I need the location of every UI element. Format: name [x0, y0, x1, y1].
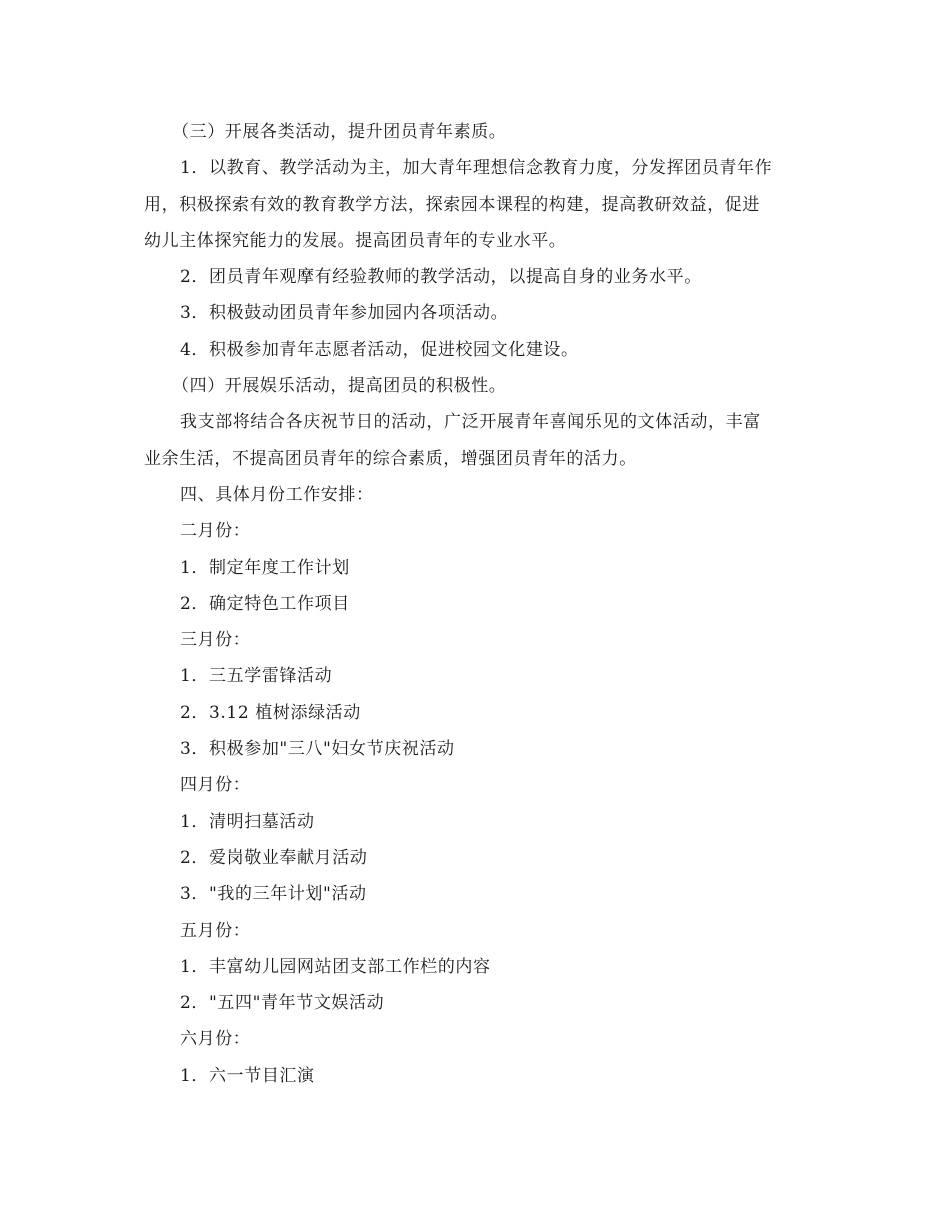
- paragraph-line: 业余生活，不提高团员青年的综合素质，增强团员青年的活力。: [144, 448, 637, 469]
- list-item: 4．积极参加青年志愿者活动，促进校园文化建设。: [180, 339, 579, 360]
- paragraph-line: 1．以教育、教学活动为主，加大青年理想信念教育力度，分发挥团员青年作: [180, 158, 773, 179]
- list-item: 3．积极参加"三八"妇女节庆祝活动: [180, 739, 455, 760]
- month-heading-march: 三月份：: [180, 630, 251, 651]
- list-item: 3．"我的三年计划"活动: [180, 884, 367, 905]
- list-item: 1．制定年度工作计划: [180, 557, 350, 578]
- list-item: 2．团员青年观摩有经验教师的教学活动，以提高自身的业务水平。: [180, 267, 702, 288]
- paragraph-line: 用，积极探索有效的教育教学方法，探索园本课程的构建，提高教研效益，促进: [144, 194, 760, 215]
- paragraph-line: 幼儿主体探究能力的发展。提高团员青年的专业水平。: [144, 230, 567, 251]
- paragraph-line: 我支部将结合各庆祝节日的活动，广泛开展青年喜闻乐见的文体活动，丰富: [180, 412, 761, 433]
- list-item: 3．积极鼓动团员青年参加园内各项活动。: [180, 303, 509, 324]
- month-heading-april: 四月份：: [180, 775, 251, 796]
- month-heading-february: 二月份：: [180, 521, 251, 542]
- list-item: 1．三五学雷锋活动: [180, 666, 333, 687]
- list-item: 2．确定特色工作项目: [180, 593, 350, 614]
- list-item: 1．丰富幼儿园网站团支部工作栏的内容: [180, 956, 491, 977]
- list-item: 2．爱岗敬业奉献月活动: [180, 847, 368, 868]
- list-item: 2．3.12 植树添绿活动: [180, 702, 361, 723]
- list-item: 2．"五四"青年节文娱活动: [180, 993, 385, 1014]
- list-item: 1．清明扫墓活动: [180, 811, 315, 832]
- section-heading-3: （三）开展各类活动，提升团员青年素质。: [172, 122, 507, 142]
- list-item: 1．六一节目汇演: [180, 1065, 315, 1086]
- month-heading-june: 六月份：: [180, 1029, 251, 1050]
- section-heading-schedule: 四、具体月份工作安排：: [180, 484, 374, 505]
- document-body: [144, 114, 806, 1094]
- section-heading-4: （四）开展娱乐活动，提高团员的积极性。: [172, 376, 507, 397]
- month-heading-may: 五月份：: [180, 920, 251, 941]
